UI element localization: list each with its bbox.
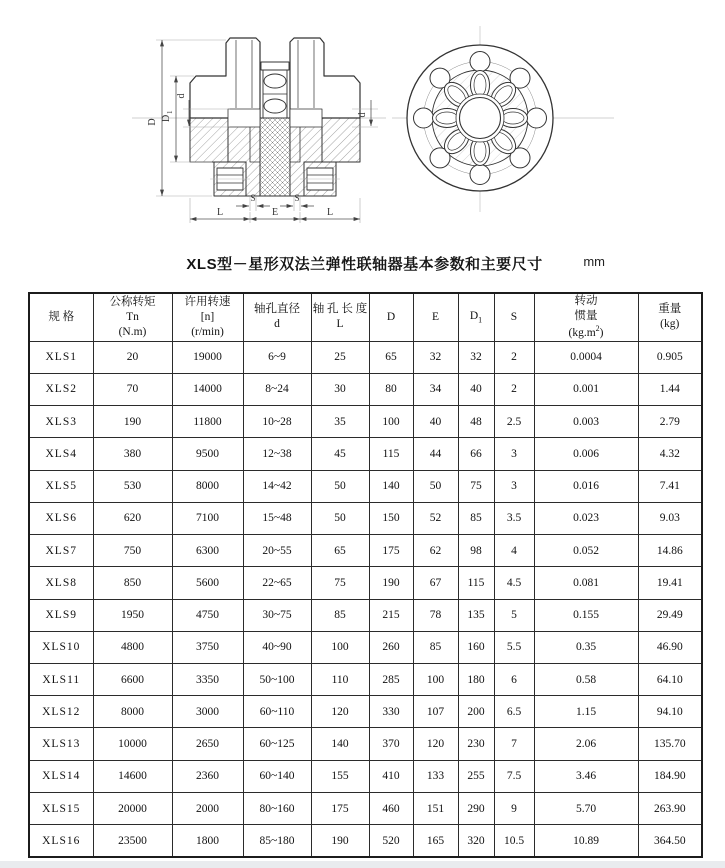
value-cell: 6.5 <box>494 696 534 728</box>
spec-name-cell: XLS16 <box>29 825 93 857</box>
dim-label-d-left: d <box>176 93 187 99</box>
value-cell: 44 <box>413 438 458 470</box>
value-cell: 10.89 <box>534 825 638 857</box>
spec-table <box>28 292 703 858</box>
value-cell: 10~28 <box>243 406 311 438</box>
table-row <box>29 406 702 438</box>
value-cell: 100 <box>413 663 458 695</box>
value-cell: 60~110 <box>243 696 311 728</box>
value-cell: 23500 <box>93 825 172 857</box>
value-cell: 40 <box>458 373 494 405</box>
table-row <box>29 567 702 599</box>
table-row <box>29 502 702 534</box>
column-header: 规 格 <box>29 293 93 341</box>
value-cell: 285 <box>369 663 413 695</box>
spec-name-cell: XLS7 <box>29 535 93 567</box>
table-row <box>29 728 702 760</box>
dim-label-d-right: d <box>357 112 368 118</box>
value-cell: 7.5 <box>494 760 534 792</box>
value-cell: 8000 <box>172 470 243 502</box>
value-cell: 3.46 <box>534 760 638 792</box>
page-edge <box>0 861 725 868</box>
center-bolt-column <box>261 62 289 118</box>
value-cell: 62 <box>413 535 458 567</box>
value-cell: 85 <box>458 502 494 534</box>
value-cell: 6600 <box>93 663 172 695</box>
value-cell: 9.03 <box>638 502 702 534</box>
value-cell: 135 <box>458 599 494 631</box>
value-cell: 151 <box>413 792 458 824</box>
table-row <box>29 535 702 567</box>
value-cell: 65 <box>369 341 413 373</box>
value-cell: 35 <box>311 406 369 438</box>
value-cell: 190 <box>93 406 172 438</box>
value-cell: 14.86 <box>638 535 702 567</box>
title-row <box>28 253 701 274</box>
header-row <box>29 293 702 341</box>
value-cell: 85 <box>413 631 458 663</box>
spec-name-cell: XLS6 <box>29 502 93 534</box>
value-cell: 1800 <box>172 825 243 857</box>
value-cell: 11800 <box>172 406 243 438</box>
table-row <box>29 760 702 792</box>
value-cell: 255 <box>458 760 494 792</box>
spec-table-body <box>29 341 702 857</box>
center-bore <box>460 98 501 139</box>
table-row <box>29 470 702 502</box>
value-cell: 165 <box>413 825 458 857</box>
column-header: D <box>369 293 413 341</box>
value-cell: 15~48 <box>243 502 311 534</box>
value-cell: 30 <box>311 373 369 405</box>
spec-name-cell: XLS11 <box>29 663 93 695</box>
column-header: 公称转矩 Tn (N.m) <box>93 293 172 341</box>
dim-LEL <box>190 198 360 223</box>
value-cell: 10000 <box>93 728 172 760</box>
value-cell: 0.0004 <box>534 341 638 373</box>
value-cell: 215 <box>369 599 413 631</box>
value-cell: 7 <box>494 728 534 760</box>
value-cell: 0.58 <box>534 663 638 695</box>
value-cell: 6~9 <box>243 341 311 373</box>
value-cell: 66 <box>458 438 494 470</box>
value-cell: 290 <box>458 792 494 824</box>
spec-name-cell: XLS14 <box>29 760 93 792</box>
value-cell: 320 <box>458 825 494 857</box>
value-cell: 107 <box>413 696 458 728</box>
value-cell: 20 <box>93 341 172 373</box>
value-cell: 620 <box>93 502 172 534</box>
table-row <box>29 792 702 824</box>
value-cell: 12~38 <box>243 438 311 470</box>
column-header: S <box>494 293 534 341</box>
spec-name-cell: XLS1 <box>29 341 93 373</box>
value-cell: 2000 <box>172 792 243 824</box>
value-cell: 98 <box>458 535 494 567</box>
coupling-drawing <box>0 0 725 245</box>
value-cell: 32 <box>458 341 494 373</box>
spider-section <box>260 118 290 196</box>
value-cell: 0.052 <box>534 535 638 567</box>
spec-name-cell: XLS8 <box>29 567 93 599</box>
table-row <box>29 373 702 405</box>
value-cell: 2 <box>494 341 534 373</box>
value-cell: 7100 <box>172 502 243 534</box>
value-cell: 0.006 <box>534 438 638 470</box>
value-cell: 20~55 <box>243 535 311 567</box>
value-cell: 19.41 <box>638 567 702 599</box>
spec-name-cell: XLS10 <box>29 631 93 663</box>
column-header: 重量 (kg) <box>638 293 702 341</box>
value-cell: 19000 <box>172 341 243 373</box>
column-header: 转动 惯量 $(kg.m^2)$ <box>534 293 638 341</box>
value-cell: 3750 <box>172 631 243 663</box>
value-cell: 0.35 <box>534 631 638 663</box>
value-cell: 80 <box>369 373 413 405</box>
page-title: XLS型－星形双法兰弹性联轴器基本参数和主要尺寸 <box>186 256 543 273</box>
technical-drawing <box>0 0 725 245</box>
value-cell: 75 <box>311 567 369 599</box>
value-cell: 65 <box>311 535 369 567</box>
value-cell: 22~65 <box>243 567 311 599</box>
value-cell: 8~24 <box>243 373 311 405</box>
value-cell: 8000 <box>93 696 172 728</box>
table-row <box>29 631 702 663</box>
left-hub-outline <box>190 38 260 118</box>
value-cell: 40~90 <box>243 631 311 663</box>
value-cell: 175 <box>369 535 413 567</box>
unit-label: mm <box>583 254 605 269</box>
value-cell: 2.5 <box>494 406 534 438</box>
value-cell: 4 <box>494 535 534 567</box>
value-cell: 135.70 <box>638 728 702 760</box>
dim-label-D1: D <box>161 114 172 122</box>
dim-label-S-left: S <box>250 193 256 203</box>
value-cell: 0.155 <box>534 599 638 631</box>
value-cell: 70 <box>93 373 172 405</box>
spec-name-cell: XLS3 <box>29 406 93 438</box>
value-cell: 4800 <box>93 631 172 663</box>
value-cell: 155 <box>311 760 369 792</box>
value-cell: 100 <box>369 406 413 438</box>
table-row <box>29 825 702 857</box>
value-cell: 80~160 <box>243 792 311 824</box>
value-cell: 3000 <box>172 696 243 728</box>
value-cell: 520 <box>369 825 413 857</box>
value-cell: 263.90 <box>638 792 702 824</box>
column-header: 许用转速 [n] (r/min) <box>172 293 243 341</box>
value-cell: 115 <box>458 567 494 599</box>
value-cell: 364.50 <box>638 825 702 857</box>
spec-name-cell: XLS4 <box>29 438 93 470</box>
value-cell: 3.5 <box>494 502 534 534</box>
value-cell: 120 <box>311 696 369 728</box>
value-cell: 52 <box>413 502 458 534</box>
value-cell: 4.32 <box>638 438 702 470</box>
value-cell: 2 <box>494 373 534 405</box>
value-cell: 60~125 <box>243 728 311 760</box>
value-cell: 0.001 <box>534 373 638 405</box>
value-cell: 120 <box>413 728 458 760</box>
value-cell: 410 <box>369 760 413 792</box>
value-cell: 200 <box>458 696 494 728</box>
value-cell: 67 <box>413 567 458 599</box>
value-cell: 32 <box>413 341 458 373</box>
value-cell: 0.081 <box>534 567 638 599</box>
value-cell: 5.5 <box>494 631 534 663</box>
section-view <box>132 38 386 223</box>
value-cell: 1.44 <box>638 373 702 405</box>
value-cell: 50 <box>413 470 458 502</box>
value-cell: 14600 <box>93 760 172 792</box>
spec-name-cell: XLS2 <box>29 373 93 405</box>
value-cell: 30~75 <box>243 599 311 631</box>
value-cell: 5 <box>494 599 534 631</box>
value-cell: 0.016 <box>534 470 638 502</box>
spec-name-cell: XLS5 <box>29 470 93 502</box>
right-hub-outline <box>290 38 360 118</box>
value-cell: 94.10 <box>638 696 702 728</box>
value-cell: 48 <box>458 406 494 438</box>
value-cell: 180 <box>458 663 494 695</box>
spec-table-head <box>29 293 702 341</box>
value-cell: 45 <box>311 438 369 470</box>
front-view <box>392 26 614 212</box>
value-cell: 0.905 <box>638 341 702 373</box>
value-cell: 50 <box>311 502 369 534</box>
table-row <box>29 599 702 631</box>
value-cell: 0.003 <box>534 406 638 438</box>
value-cell: 34 <box>413 373 458 405</box>
value-cell: 85 <box>311 599 369 631</box>
value-cell: 5.70 <box>534 792 638 824</box>
value-cell: 530 <box>93 470 172 502</box>
value-cell: 140 <box>311 728 369 760</box>
value-cell: 2.06 <box>534 728 638 760</box>
value-cell: 140 <box>369 470 413 502</box>
value-cell: 14000 <box>172 373 243 405</box>
value-cell: 850 <box>93 567 172 599</box>
table-row <box>29 696 702 728</box>
value-cell: 64.10 <box>638 663 702 695</box>
dim-label-L-right: L <box>326 207 334 218</box>
value-cell: 460 <box>369 792 413 824</box>
value-cell: 1.15 <box>534 696 638 728</box>
value-cell: 190 <box>369 567 413 599</box>
value-cell: 25 <box>311 341 369 373</box>
value-cell: 6300 <box>172 535 243 567</box>
value-cell: 3 <box>494 470 534 502</box>
value-cell: 133 <box>413 760 458 792</box>
value-cell: 184.90 <box>638 760 702 792</box>
dim-label-S-right: S <box>294 193 300 203</box>
column-header: $D_1$ <box>458 293 494 341</box>
column-header: E <box>413 293 458 341</box>
value-cell: 20000 <box>93 792 172 824</box>
value-cell: 3350 <box>172 663 243 695</box>
value-cell: 190 <box>311 825 369 857</box>
value-cell: 1950 <box>93 599 172 631</box>
value-cell: 175 <box>311 792 369 824</box>
value-cell: 0.023 <box>534 502 638 534</box>
value-cell: 78 <box>413 599 458 631</box>
value-cell: 380 <box>93 438 172 470</box>
value-cell: 60~140 <box>243 760 311 792</box>
value-cell: 50 <box>311 470 369 502</box>
value-cell: 75 <box>458 470 494 502</box>
value-cell: 4.5 <box>494 567 534 599</box>
value-cell: 9 <box>494 792 534 824</box>
value-cell: 330 <box>369 696 413 728</box>
value-cell: 100 <box>311 631 369 663</box>
value-cell: 160 <box>458 631 494 663</box>
column-header: 轴 孔 长 度 L <box>311 293 369 341</box>
value-cell: 230 <box>458 728 494 760</box>
value-cell: 2360 <box>172 760 243 792</box>
column-header: 轴孔直径 d <box>243 293 311 341</box>
spec-name-cell: XLS13 <box>29 728 93 760</box>
value-cell: 6 <box>494 663 534 695</box>
value-cell: 3 <box>494 438 534 470</box>
value-cell: 50~100 <box>243 663 311 695</box>
value-cell: 2650 <box>172 728 243 760</box>
spec-name-cell: XLS12 <box>29 696 93 728</box>
value-cell: 40 <box>413 406 458 438</box>
value-cell: 260 <box>369 631 413 663</box>
value-cell: 46.90 <box>638 631 702 663</box>
table-row <box>29 663 702 695</box>
dim-label-L-left: L <box>216 207 224 218</box>
spec-name-cell: XLS9 <box>29 599 93 631</box>
table-row <box>29 438 702 470</box>
value-cell: 110 <box>311 663 369 695</box>
value-cell: 29.49 <box>638 599 702 631</box>
value-cell: 7.41 <box>638 470 702 502</box>
value-cell: 5600 <box>172 567 243 599</box>
value-cell: 4750 <box>172 599 243 631</box>
table-row <box>29 341 702 373</box>
value-cell: 115 <box>369 438 413 470</box>
value-cell: 750 <box>93 535 172 567</box>
value-cell: 9500 <box>172 438 243 470</box>
dim-label-D1-sub: 1 <box>166 110 174 114</box>
value-cell: 370 <box>369 728 413 760</box>
value-cell: 85~180 <box>243 825 311 857</box>
dim-label-D: D <box>147 118 158 126</box>
value-cell: 10.5 <box>494 825 534 857</box>
value-cell: 14~42 <box>243 470 311 502</box>
spec-name-cell: XLS15 <box>29 792 93 824</box>
value-cell: 150 <box>369 502 413 534</box>
dim-label-E: E <box>271 207 279 218</box>
value-cell: 2.79 <box>638 406 702 438</box>
